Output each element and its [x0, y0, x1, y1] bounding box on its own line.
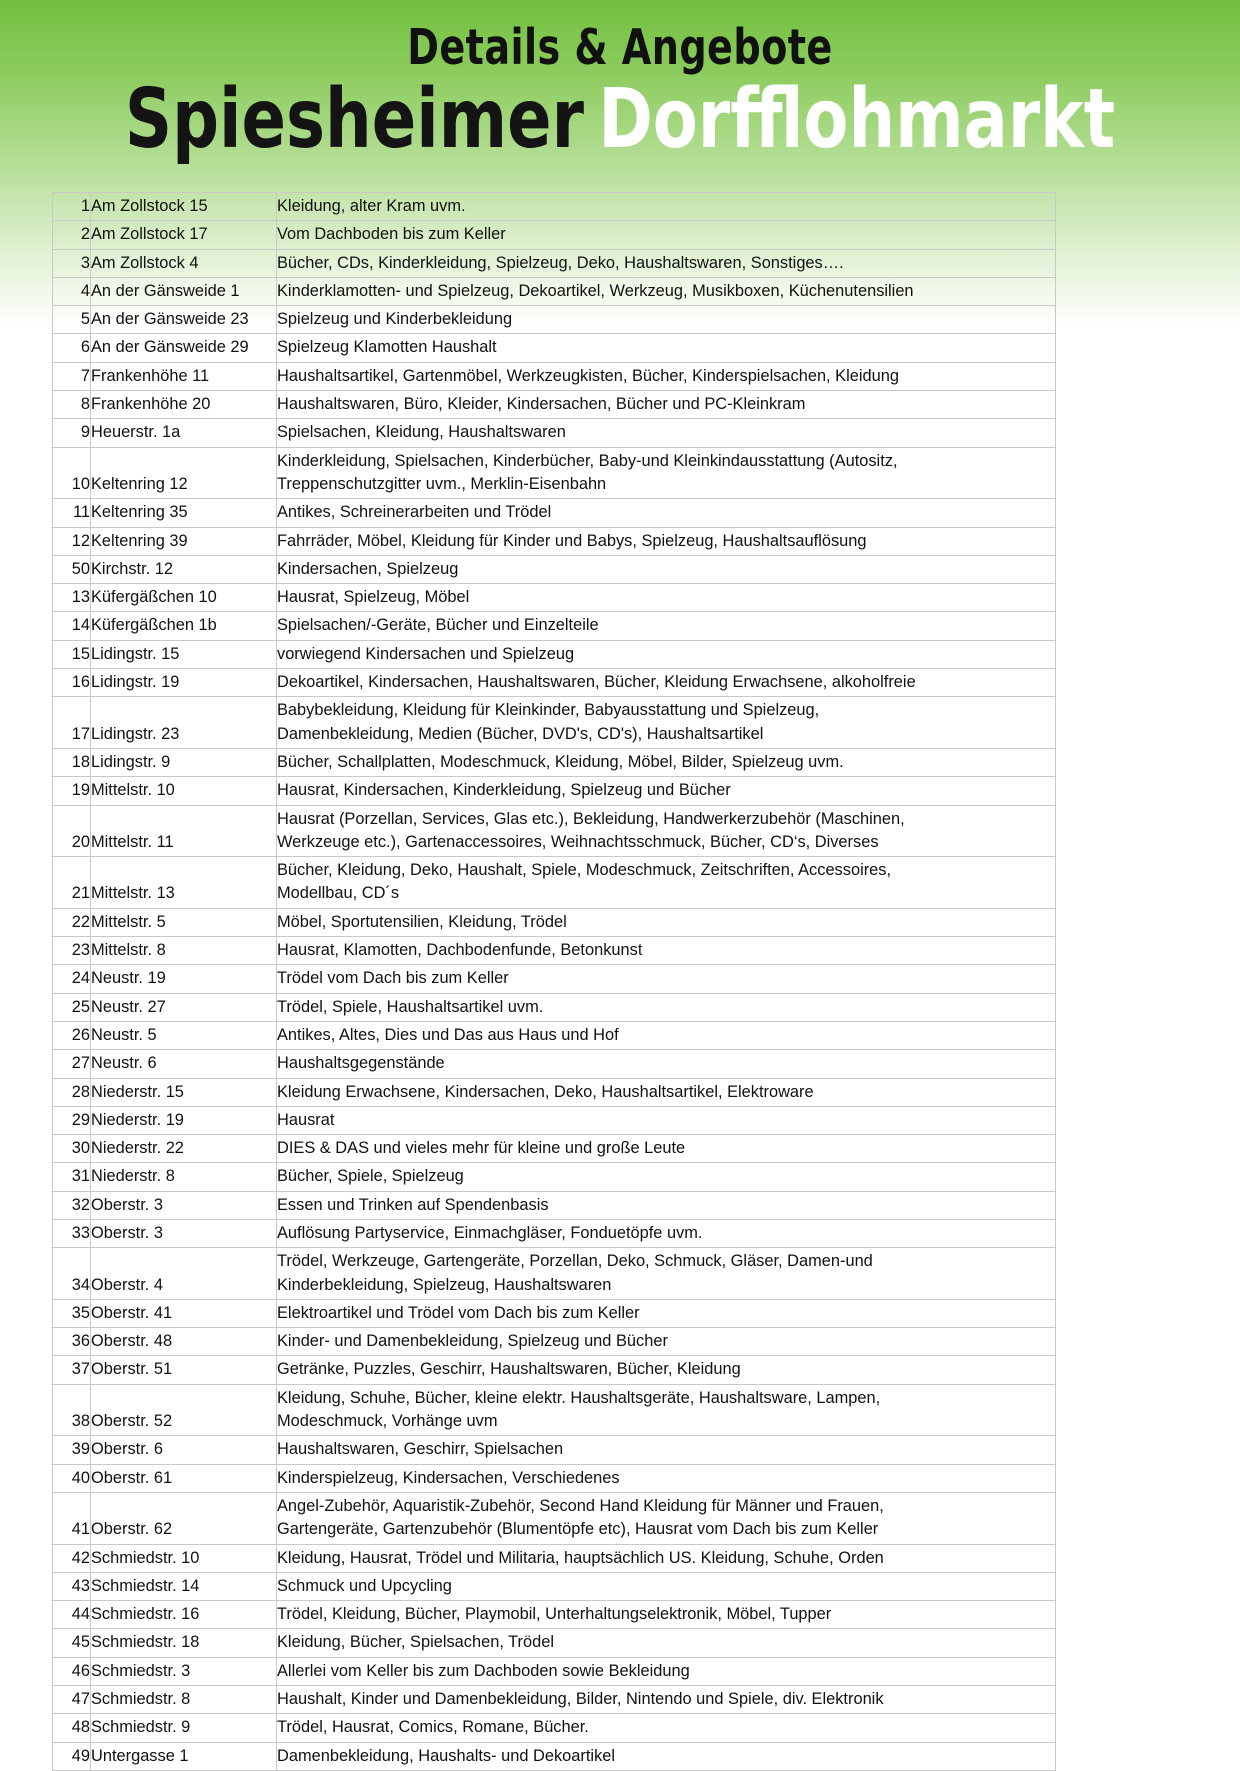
row-number: 6 — [53, 334, 91, 362]
row-description-line: Kleidung, Schuhe, Bücher, kleine elektr. Haushaltsgeräte, Haushaltsware, Lampen, — [277, 1388, 881, 1407]
row-description: Hausrat, Kindersachen, Kinderkleidung, Spielzeug und Bücher — [277, 777, 1056, 805]
row-number: 19 — [53, 777, 91, 805]
row-address: Schmiedstr. 9 — [91, 1714, 277, 1742]
row-description: Fahrräder, Möbel, Kleidung für Kinder und Babys, Spielzeug, Haushaltsauflösung — [277, 527, 1056, 555]
row-number: 4 — [53, 277, 91, 305]
row-address: Frankenhöhe 20 — [91, 391, 277, 419]
row-address: Untergasse 1 — [91, 1742, 277, 1770]
table-row — [53, 1657, 1056, 1685]
row-number: 15 — [53, 640, 91, 668]
row-description: Damenbekleidung, Haushalts- und Dekoartikel — [277, 1742, 1056, 1770]
row-number: 3 — [53, 249, 91, 277]
row-number: 35 — [53, 1299, 91, 1327]
row-address: Schmiedstr. 10 — [91, 1544, 277, 1572]
row-address: Lidingstr. 15 — [91, 640, 277, 668]
row-address: Neustr. 5 — [91, 1021, 277, 1049]
table-row — [53, 419, 1056, 447]
table-row — [53, 193, 1056, 221]
table-row — [53, 937, 1056, 965]
row-description: Hausrat, Spielzeug, Möbel — [277, 584, 1056, 612]
table-row — [53, 1714, 1056, 1742]
row-description — [277, 1492, 1056, 1544]
row-description: Kleidung Erwachsene, Kindersachen, Deko, Haushaltsartikel, Elektroware — [277, 1078, 1056, 1106]
row-description: Allerlei vom Keller bis zum Dachboden sowie Bekleidung — [277, 1657, 1056, 1685]
table-row — [53, 1356, 1056, 1384]
listing-container — [52, 192, 1055, 1771]
table-row — [53, 1021, 1056, 1049]
table-row — [53, 857, 1056, 909]
row-number: 49 — [53, 1742, 91, 1770]
table-row — [53, 1544, 1056, 1572]
row-description: Trödel, Kleidung, Bücher, Playmobil, Unterhaltungselektronik, Möbel, Tupper — [277, 1601, 1056, 1629]
table-row — [53, 1050, 1056, 1078]
row-address: Oberstr. 62 — [91, 1492, 277, 1544]
row-number: 20 — [53, 805, 91, 857]
row-number: 31 — [53, 1163, 91, 1191]
row-description-line: Trödel, Werkzeuge, Gartengeräte, Porzellan, Deko, Schmuck, Gläser, Damen-und — [277, 1252, 873, 1271]
row-description: Spielzeug Klamotten Haushalt — [277, 334, 1056, 362]
row-description-line: Kinderbekleidung, Spielzeug, Haushaltswaren — [277, 1275, 612, 1294]
row-number: 9 — [53, 419, 91, 447]
row-number: 39 — [53, 1436, 91, 1464]
row-number: 17 — [53, 697, 91, 749]
row-number: 1 — [53, 193, 91, 221]
row-description: vorwiegend Kindersachen und Spielzeug — [277, 640, 1056, 668]
row-address: Keltenring 35 — [91, 499, 277, 527]
row-number: 34 — [53, 1248, 91, 1300]
row-description: Antikes, Schreinerarbeiten und Trödel — [277, 499, 1056, 527]
row-number: 7 — [53, 362, 91, 390]
row-address: Schmiedstr. 16 — [91, 1601, 277, 1629]
row-address: Niederstr. 15 — [91, 1078, 277, 1106]
row-number: 29 — [53, 1106, 91, 1134]
row-description: DIES & DAS und vieles mehr für kleine und große Leute — [277, 1135, 1056, 1163]
row-description: Schmuck und Upcycling — [277, 1572, 1056, 1600]
row-description: Trödel, Spiele, Haushaltsartikel uvm. — [277, 993, 1056, 1021]
row-number: 24 — [53, 965, 91, 993]
row-number: 36 — [53, 1328, 91, 1356]
row-description: Hausrat — [277, 1106, 1056, 1134]
row-address: Am Zollstock 4 — [91, 249, 277, 277]
row-address: An der Gänsweide 1 — [91, 277, 277, 305]
row-address: Oberstr. 52 — [91, 1384, 277, 1436]
row-description: Getränke, Puzzles, Geschirr, Haushaltswaren, Bücher, Kleidung — [277, 1356, 1056, 1384]
row-number: 23 — [53, 937, 91, 965]
table-row — [53, 669, 1056, 697]
row-description: Hausrat, Klamotten, Dachbodenfunde, Betonkunst — [277, 937, 1056, 965]
row-description — [277, 697, 1056, 749]
row-number: 13 — [53, 584, 91, 612]
row-number: 40 — [53, 1464, 91, 1492]
row-description: Kleidung, Bücher, Spielsachen, Trödel — [277, 1629, 1056, 1657]
row-description: Trödel vom Dach bis zum Keller — [277, 965, 1056, 993]
table-row — [53, 1492, 1056, 1544]
table-row — [53, 391, 1056, 419]
row-description: Bücher, CDs, Kinderkleidung, Spielzeug, Deko, Haushaltswaren, Sonstiges…. — [277, 249, 1056, 277]
row-description: Bücher, Spiele, Spielzeug — [277, 1163, 1056, 1191]
row-number: 21 — [53, 857, 91, 909]
row-number: 46 — [53, 1657, 91, 1685]
row-description-line: Gartengeräte, Gartenzubehör (Blumentöpfe etc), Hausrat vom Dach bis zum Keller — [277, 1520, 879, 1539]
row-description: Haushaltsgegenstände — [277, 1050, 1056, 1078]
row-description — [277, 447, 1056, 499]
row-number: 48 — [53, 1714, 91, 1742]
row-description: Kinderklamotten- und Spielzeug, Dekoartikel, Werkzeug, Musikboxen, Küchenutensilien — [277, 277, 1056, 305]
row-address: Keltenring 12 — [91, 447, 277, 499]
table-row — [53, 1742, 1056, 1770]
table-row — [53, 447, 1056, 499]
row-number: 12 — [53, 527, 91, 555]
row-description-line: Modellbau, CD´s — [277, 884, 400, 903]
row-address: Neustr. 6 — [91, 1050, 277, 1078]
table-row — [53, 249, 1056, 277]
row-description — [277, 805, 1056, 857]
table-row — [53, 1135, 1056, 1163]
row-number: 43 — [53, 1572, 91, 1600]
row-description: Kinderspielzeug, Kindersachen, Verschiedenes — [277, 1464, 1056, 1492]
table-row — [53, 362, 1056, 390]
row-address: Neustr. 19 — [91, 965, 277, 993]
table-row — [53, 1191, 1056, 1219]
row-description: Haushaltswaren, Büro, Kleider, Kindersachen, Bücher und PC-Kleinkram — [277, 391, 1056, 419]
table-row — [53, 277, 1056, 305]
row-number: 38 — [53, 1384, 91, 1436]
table-row — [53, 748, 1056, 776]
row-address: Schmiedstr. 3 — [91, 1657, 277, 1685]
row-address: Mittelstr. 13 — [91, 857, 277, 909]
row-address: Oberstr. 3 — [91, 1219, 277, 1247]
offers-table-body — [53, 193, 1056, 1771]
table-row — [53, 908, 1056, 936]
row-number: 25 — [53, 993, 91, 1021]
row-number: 47 — [53, 1686, 91, 1714]
row-address: Lidingstr. 23 — [91, 697, 277, 749]
row-description: Antikes, Altes, Dies und Das aus Haus und Hof — [277, 1021, 1056, 1049]
row-description: Essen und Trinken auf Spendenbasis — [277, 1191, 1056, 1219]
row-description: Möbel, Sportutensilien, Kleidung, Trödel — [277, 908, 1056, 936]
row-description: Kindersachen, Spielzeug — [277, 555, 1056, 583]
row-description: Auflösung Partyservice, Einmachgläser, Fonduetöpfe uvm. — [277, 1219, 1056, 1247]
row-number: 41 — [53, 1492, 91, 1544]
table-row — [53, 306, 1056, 334]
table-row — [53, 1601, 1056, 1629]
row-description-line: Damenbekleidung, Medien (Bücher, DVD's, CD's), Haushaltsartikel — [277, 724, 764, 743]
table-row — [53, 697, 1056, 749]
row-number: 16 — [53, 669, 91, 697]
row-address: Lidingstr. 9 — [91, 748, 277, 776]
page-title-dark: Spiesheimer — [124, 72, 584, 168]
row-address: Küfergäßchen 10 — [91, 584, 277, 612]
table-row — [53, 555, 1056, 583]
row-address: Mittelstr. 8 — [91, 937, 277, 965]
row-description: Elektroartikel und Trödel vom Dach bis zum Keller — [277, 1299, 1056, 1327]
row-number: 44 — [53, 1601, 91, 1629]
row-address: Frankenhöhe 11 — [91, 362, 277, 390]
row-address: Mittelstr. 10 — [91, 777, 277, 805]
table-row — [53, 805, 1056, 857]
row-number: 50 — [53, 555, 91, 583]
row-address: Niederstr. 22 — [91, 1135, 277, 1163]
row-address: Keltenring 39 — [91, 527, 277, 555]
row-description-line: Babybekleidung, Kleidung für Kleinkinder, Babyausstattung und Spielzeug, — [277, 701, 820, 720]
row-address: Niederstr. 8 — [91, 1163, 277, 1191]
row-description-line: Werkzeuge etc.), Gartenaccessoires, Weihnachtsschmuck, Bücher, CD‘s, Diverses — [277, 832, 879, 851]
row-description-line: Angel-Zubehör, Aquaristik-Zubehör, Second Hand Kleidung für Männer und Frauen, — [277, 1496, 884, 1515]
table-row — [53, 1078, 1056, 1106]
row-address: An der Gänsweide 29 — [91, 334, 277, 362]
row-description: Kleidung, Hausrat, Trödel und Militaria, hauptsächlich US. Kleidung, Schuhe, Orden — [277, 1544, 1056, 1572]
table-row — [53, 1328, 1056, 1356]
row-description-line: Kinderkleidung, Spielsachen, Kinderbücher, Baby-und Kleinkindausstattung (Autositz, — [277, 451, 898, 470]
row-description: Dekoartikel, Kindersachen, Haushaltswaren, Bücher, Kleidung Erwachsene, alkoholfreie — [277, 669, 1056, 697]
table-row — [53, 1436, 1056, 1464]
row-number: 14 — [53, 612, 91, 640]
row-address: Heuerstr. 1a — [91, 419, 277, 447]
row-description: Spielsachen, Kleidung, Haushaltswaren — [277, 419, 1056, 447]
row-description-line: Treppenschutzgitter uvm., Merklin-Eisenbahn — [277, 474, 607, 493]
page-subtitle: Details & Angebote — [407, 19, 833, 76]
row-address: An der Gänsweide 23 — [91, 306, 277, 334]
row-number: 45 — [53, 1629, 91, 1657]
row-address: Oberstr. 6 — [91, 1436, 277, 1464]
table-row — [53, 527, 1056, 555]
table-row — [53, 1572, 1056, 1600]
row-address: Oberstr. 3 — [91, 1191, 277, 1219]
row-number: 22 — [53, 908, 91, 936]
row-number: 27 — [53, 1050, 91, 1078]
row-address: Oberstr. 4 — [91, 1248, 277, 1300]
table-row — [53, 777, 1056, 805]
table-row — [53, 499, 1056, 527]
table-row — [53, 1219, 1056, 1247]
table-row — [53, 1106, 1056, 1134]
row-address: Schmiedstr. 14 — [91, 1572, 277, 1600]
row-number: 33 — [53, 1219, 91, 1247]
row-description-line: Bücher, Kleidung, Deko, Haushalt, Spiele, Modeschmuck, Zeitschriften, Accessoires, — [277, 861, 892, 880]
row-number: 28 — [53, 1078, 91, 1106]
row-description — [277, 1384, 1056, 1436]
row-address: Oberstr. 51 — [91, 1356, 277, 1384]
row-address: Niederstr. 19 — [91, 1106, 277, 1134]
row-description — [277, 1248, 1056, 1300]
row-description: Haushalt, Kinder und Damenbekleidung, Bilder, Nintendo und Spiele, div. Elektronik — [277, 1686, 1056, 1714]
row-number: 26 — [53, 1021, 91, 1049]
row-address: Neustr. 27 — [91, 993, 277, 1021]
page-title-light: Dorfflohmarkt — [598, 72, 1116, 168]
table-row — [53, 1384, 1056, 1436]
table-row — [53, 584, 1056, 612]
row-address: Lidingstr. 19 — [91, 669, 277, 697]
row-number: 37 — [53, 1356, 91, 1384]
row-number: 5 — [53, 306, 91, 334]
row-description-line: Hausrat (Porzellan, Services, Glas etc.), Bekleidung, Handwerkerzubehör (Maschinen, — [277, 809, 905, 828]
table-row — [53, 334, 1056, 362]
row-address: Oberstr. 48 — [91, 1328, 277, 1356]
row-description: Spielzeug und Kinderbekleidung — [277, 306, 1056, 334]
row-address: Oberstr. 61 — [91, 1464, 277, 1492]
row-description: Bücher, Schallplatten, Modeschmuck, Kleidung, Möbel, Bilder, Spielzeug uvm. — [277, 748, 1056, 776]
table-row — [53, 1163, 1056, 1191]
row-description: Kleidung, alter Kram uvm. — [277, 193, 1056, 221]
table-row — [53, 612, 1056, 640]
row-description: Vom Dachboden bis zum Keller — [277, 221, 1056, 249]
row-address: Kirchstr. 12 — [91, 555, 277, 583]
table-row — [53, 1686, 1056, 1714]
table-row — [53, 640, 1056, 668]
row-description: Spielsachen/-Geräte, Bücher und Einzelteile — [277, 612, 1056, 640]
table-row — [53, 993, 1056, 1021]
table-row — [53, 1629, 1056, 1657]
table-row — [53, 965, 1056, 993]
offers-table — [52, 192, 1056, 1771]
row-address: Am Zollstock 15 — [91, 193, 277, 221]
row-address: Am Zollstock 17 — [91, 221, 277, 249]
table-row — [53, 221, 1056, 249]
row-number: 32 — [53, 1191, 91, 1219]
row-address: Schmiedstr. 8 — [91, 1686, 277, 1714]
row-description: Kinder- und Damenbekleidung, Spielzeug und Bücher — [277, 1328, 1056, 1356]
row-description: Trödel, Hausrat, Comics, Romane, Bücher. — [277, 1714, 1056, 1742]
row-description: Haushaltswaren, Geschirr, Spielsachen — [277, 1436, 1056, 1464]
row-address: Mittelstr. 5 — [91, 908, 277, 936]
table-row — [53, 1248, 1056, 1300]
row-number: 2 — [53, 221, 91, 249]
row-number: 11 — [53, 499, 91, 527]
row-number: 42 — [53, 1544, 91, 1572]
row-address: Küfergäßchen 1b — [91, 612, 277, 640]
row-number: 18 — [53, 748, 91, 776]
row-number: 30 — [53, 1135, 91, 1163]
row-description-line: Modeschmuck, Vorhänge uvm — [277, 1412, 498, 1431]
row-number: 10 — [53, 447, 91, 499]
row-number: 8 — [53, 391, 91, 419]
row-address: Oberstr. 41 — [91, 1299, 277, 1327]
row-address: Schmiedstr. 18 — [91, 1629, 277, 1657]
row-address: Mittelstr. 11 — [91, 805, 277, 857]
table-row — [53, 1299, 1056, 1327]
row-description — [277, 857, 1056, 909]
row-description: Haushaltsartikel, Gartenmöbel, Werkzeugkisten, Bücher, Kinderspielsachen, Kleidung — [277, 362, 1056, 390]
table-row — [53, 1464, 1056, 1492]
